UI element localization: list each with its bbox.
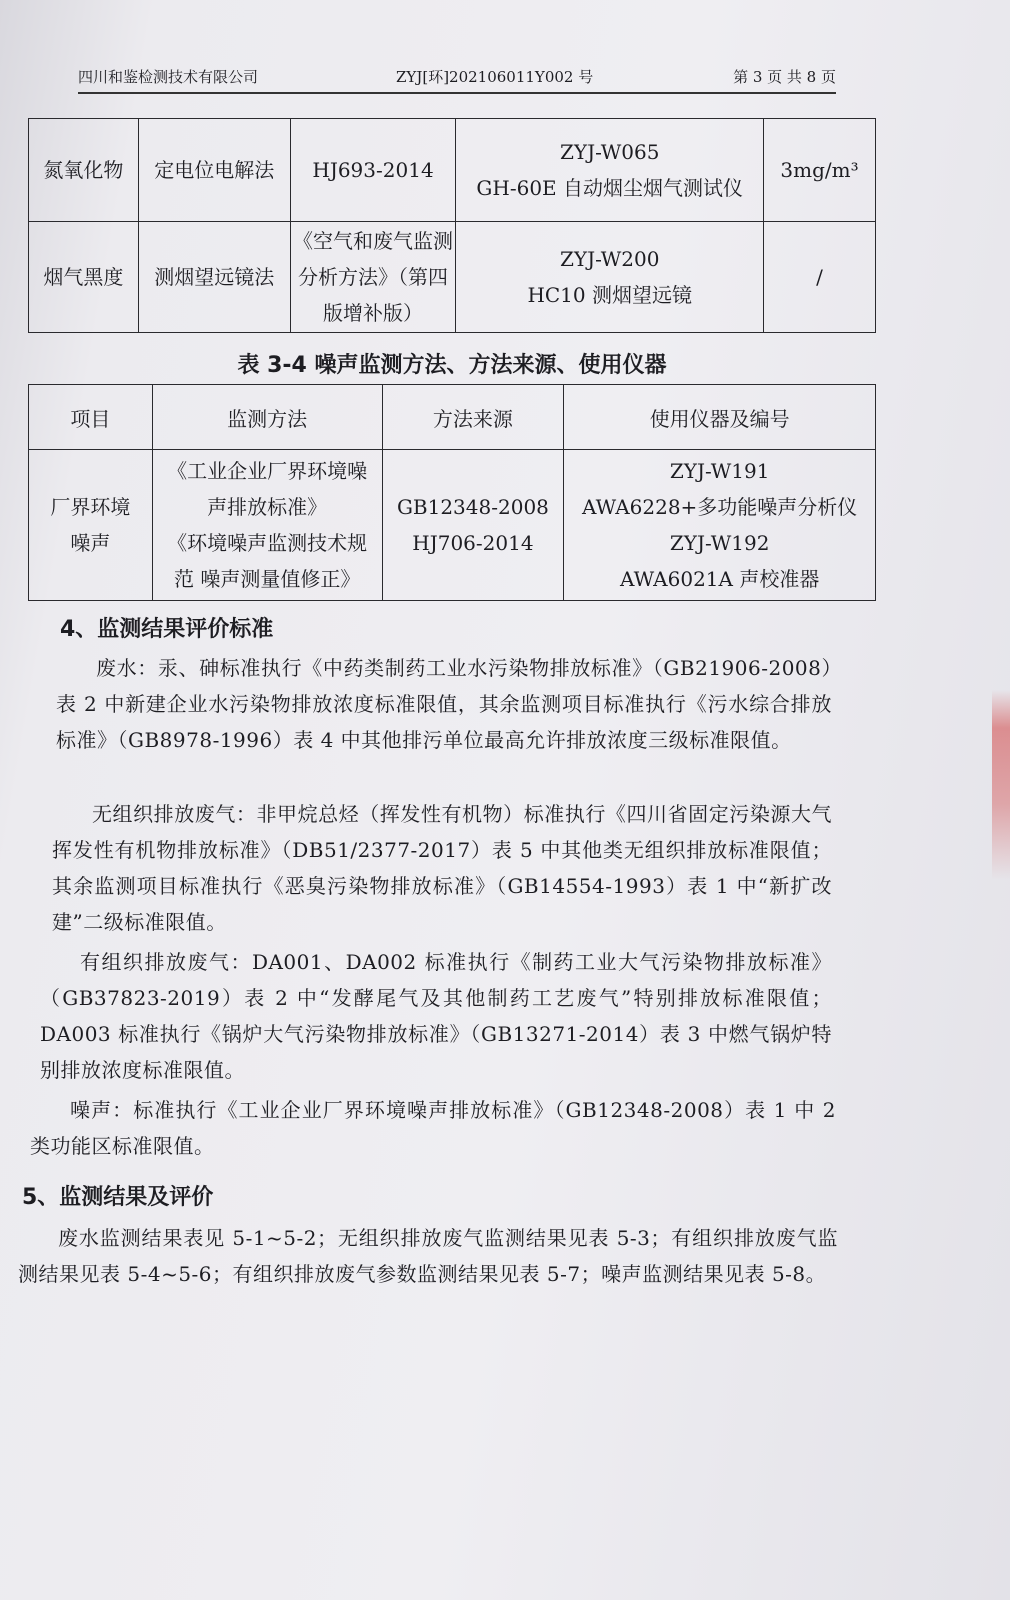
section-4-paragraph-noise: 噪声：标准执行《工业企业厂界环境噪声排放标准》（GB12348-2008）表 1 中 2 类功能区标准限值。: [30, 1098, 836, 1158]
method-cell: 定电位电解法: [138, 119, 290, 222]
section-4-paragraph-stack-gas: 有组织排放废气：DA001、DA002 标准执行《制药工业大气污染物排放标准》（GB37823-2019）表 2 中“发酵尾气及其他制药工艺废气”特别排放标准限值；DA003 标准执行《锅炉大气污染物排放标准》（GB13271-2014）表 3 中燃气锅炉特别排放浓度标准限值。: [40, 950, 832, 1082]
column-header: 使用仪器及编号: [564, 385, 876, 450]
noise-method-table: [28, 384, 876, 601]
method-table-continued: [28, 118, 876, 333]
source-cell: [382, 450, 564, 601]
section-5-title: 5、监测结果及评价: [22, 1185, 214, 1210]
column-header: 监测方法: [152, 385, 382, 450]
company-name: 四川和鉴检测技术有限公司: [78, 68, 259, 86]
method-cell: [152, 450, 382, 601]
instrument-cell: [456, 119, 764, 222]
instrument-cell: [456, 222, 764, 333]
instrument-code: ZYJ-W065: [559, 140, 660, 164]
limit-cell: /: [764, 222, 876, 333]
table-row: [29, 222, 876, 333]
column-header: 项目: [29, 385, 153, 450]
section-5-paragraph: 废水监测结果表见 5-1~5-2；无组织排放废气监测结果见表 5-3；有组织排放废气监测结果见表 5-4~5-6；有组织排放废气参数监测结果见表 5-7；噪声监测结果见表 5-8。: [18, 1226, 838, 1286]
section-4-paragraph-fugitive-gas: 无组织排放废气：非甲烷总烃（挥发性有机物）标准执行《四川省固定污染源大气挥发性有机物排放标准》（DB51/2377-2017）表 5 中其他类无组织排放标准限值；其余监测项目标准执行《恶臭污染物排放标准》（GB14554-1993）表 1 中“新扩改建”二级标准限值。: [52, 802, 832, 934]
instrument-name: GH-60E 自动烟尘烟气测试仪: [476, 176, 744, 200]
source-line: GB12348-2008: [396, 495, 549, 519]
item-cell: 烟气黑度: [29, 222, 139, 333]
section-4-paragraph-wastewater: 废水：汞、砷标准执行《中药类制药工业水污染物排放标准》（GB21906-2008）表 2 中新建企业水污染物排放浓度标准限值，其余监测项目标准执行《污水综合排放标准》（GB8978-1996）表 4 中其他排污单位最高允许排放浓度三级标准限值。: [56, 656, 832, 752]
instrument-name: HC10 测烟望远镜: [527, 283, 692, 307]
instrument-code: ZYJ-W192: [669, 531, 770, 555]
instrument-code: ZYJ-W191: [669, 459, 770, 483]
instrument-name: AWA6228+多功能噪声分析仪: [582, 495, 858, 519]
item-cell: 厂界环境噪声: [29, 450, 153, 601]
report-number: ZYJ[环]202106011Y002 号: [396, 68, 594, 86]
section-4-title: 4、监测结果评价标准: [60, 617, 274, 642]
table-row: [29, 119, 876, 222]
table-header-row: [29, 385, 876, 450]
seal-stamp-edge: [992, 690, 1010, 880]
page-header: [78, 62, 836, 94]
instrument-name: AWA6021A 声校准器: [619, 567, 820, 591]
table-caption: 表 3-4 噪声监测方法、方法来源、使用仪器: [237, 353, 667, 378]
method-line: 《工业企业厂界环境噪声排放标准》: [167, 459, 368, 519]
table-row: [29, 450, 876, 601]
column-header: 方法来源: [382, 385, 564, 450]
instrument-cell: [564, 450, 876, 601]
page-number: 第 3 页 共 8 页: [733, 68, 836, 86]
method-cell: 测烟望远镜法: [138, 222, 290, 333]
instrument-code: ZYJ-W200: [559, 247, 660, 271]
limit-cell: 3mg/m³: [764, 119, 876, 222]
source-cell: 《空气和废气监测分析方法》（第四版增补版）: [290, 222, 456, 333]
source-line: HJ706-2014: [412, 531, 534, 555]
method-line: 《环境噪声监测技术规范 噪声测量值修正》: [167, 531, 368, 591]
source-cell: HJ693-2014: [290, 119, 456, 222]
item-cell: 氮氧化物: [29, 119, 139, 222]
